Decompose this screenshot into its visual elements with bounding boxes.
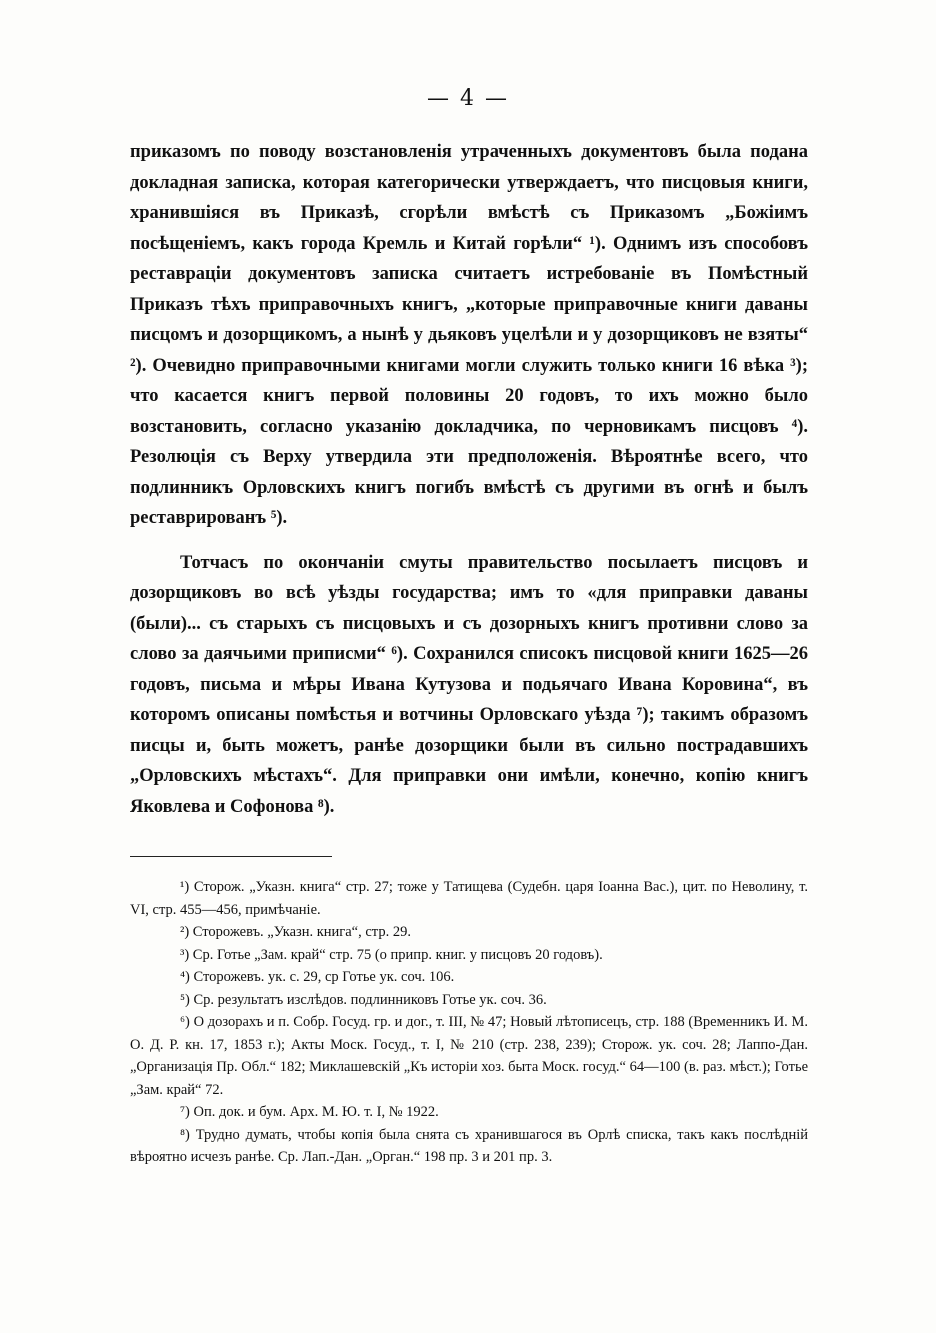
page-number: — 4 — xyxy=(427,86,509,111)
footnote-2: ²) Сторожевъ. „Указн. книга“, стр. 29. xyxy=(180,924,411,940)
paragraph-1: приказомъ по поводу возстановленія утраченныхъ документовъ была подана докладная записка, которая категорически утверждаетъ, что писцовыя книги, хранившіяся въ Приказѣ, сгорѣли вмѣстѣ съ Приказомъ „Божіимъ посѣщеніемъ, какъ города Кремль и Китай горѣли“ ¹). Однимъ изъ способовъ реставраціи документовъ записка считаетъ истребованіе въ Помѣстный Приказъ тѣхъ приправочныхъ книгъ, „которые приправочные книги даваны писцомъ и дозорщикомъ, а нынѣ у дьяковъ уцелѣли и у дозорщиковъ не взяты“ ²). Очевидно приправочными книгами могли служить только книги 16 вѣка ³); что касается книгъ первой половины 20 годовъ, то ихъ можно было возстановить, согласно указанію докладчика, по черновикамъ писцовъ ⁴). Резолюція съ Верху утвердила эти предположенія. Вѣроятнѣе всего, что подлинникъ Орловскихъ книгъ погибъ вмѣстѣ съ другими въ огнѣ и былъ реставрированъ ⁵). xyxy=(130,142,808,528)
paragraph-2: Тотчасъ по окончаніи смуты правительство посылаетъ писцовъ и дозорщиковъ во всѣ уѣзды государства; имъ то «для приправки даваны (были)... съ старыхъ съ писцовыхъ и съ дозорныхъ книгъ противни слово за слово за даячьими приписми“ ⁶). Сохранился списокъ писцовой книги 1625—26 годовъ, письма и мѣры Ивана Кутузова и подьячаго Ивана Коровина“, въ которомъ описаны помѣстья и вотчины Орловскаго уѣзда ⁷); такимъ образомъ писцы и, быть можетъ, ранѣе дозорщики были въ сильно пострадавшихъ „Орловскихъ мѣстахъ“. Для приправки они имѣли, конечно, копію книгъ Яковлева и Софонова ⁸). xyxy=(130,552,808,817)
main-text xyxy=(130,137,808,822)
footnote-1: ¹) Сторож. „Указн. книга“ стр. 27; тоже у Татищева (Судебн. царя Іоанна Вас.), цит. по Неволину, т. VI, стр. 455—456, примѣчаніе. xyxy=(130,879,808,918)
footnote-5: ⁵) Ср. результатъ изслѣдов. подлинниковъ Готье ук. соч. 36. xyxy=(180,991,547,1008)
footnote-8: ⁸) Трудно думать, чтобы копія была снята съ хранившагося въ Орлѣ списка, такъ какъ послѣдній вѣроятно исчезъ ранѣе. Ср. Лап.-Дан. „Орган.“ 198 пр. 3 и 201 пр. 3. xyxy=(130,1126,808,1165)
footnote-3: ³) Ср. Готье „Зам. край“ стр. 75 (о припр. книг. у писцовъ 20 годовъ). xyxy=(180,946,603,963)
footnote-separator xyxy=(130,856,332,857)
footnotes xyxy=(130,876,808,1169)
footnote-7: ⁷) Оп. док. и бум. Арх. М. Ю. т. I, № 1922. xyxy=(180,1104,439,1120)
footnote-6: ⁶) О дозорахъ и п. Собр. Госуд. гр. и дог., т. III, № 47; Новый лѣтописецъ, стр. 188 (Временникъ И. М. О. Д. Р. кн. 17, 1853 г.); Акты Моск. Госуд., т. I, № 210 (стр. 238, 239); Сторож. ук. соч. 28; Лаппо-Дан. „Организація Пр. Обл.“ 182; Миклашевскій „Къ исторіи хоз. быта Моск. госуд.“ 64—100 (в. раз. мѣст.); Готье „Зам. край“ 72. xyxy=(130,1014,808,1098)
footnote-4: ⁴) Сторожевъ. ук. с. 29, ср Готье ук. соч. 106. xyxy=(180,969,455,985)
